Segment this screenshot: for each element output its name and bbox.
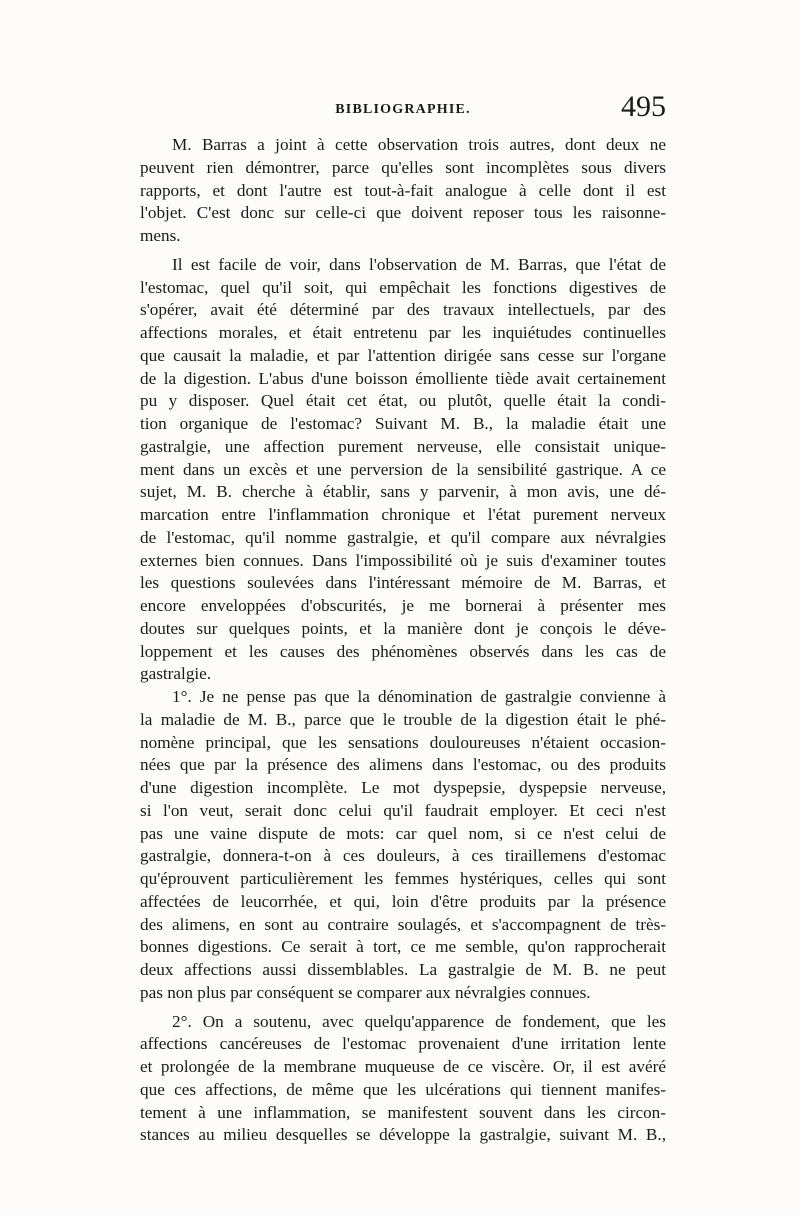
text-line: marcation entre l'inflammation chronique et l'état purement nerveux bbox=[140, 505, 666, 524]
text-line: peuvent rien démontrer, parce qu'elles sont incomplètes sous divers bbox=[140, 157, 666, 177]
text-line: doutes sur quelques points, et la manière dont je conçois le déve- bbox=[140, 618, 666, 638]
text-line: deux affections aussi dissemblables. La gastralgie de M. B. ne peut bbox=[140, 960, 666, 979]
text-line: les questions soulevées dans l'intéressant mémoire de M. Barras, et bbox=[140, 573, 666, 593]
body-text bbox=[140, 134, 666, 1147]
text-line: de la digestion. L'abus d'une boisson émolliente tiède avait certainement bbox=[140, 368, 666, 388]
text-line: stances au milieu desquelles se développe la gastralgie, suivant M. B., bbox=[140, 1125, 666, 1145]
text-line: et prolongée de la membrane muqueuse de ce viscère. Or, il est avéré bbox=[140, 1057, 666, 1076]
text-line: ment dans un excès et une perversion de la sensibilité gastrique. A ce bbox=[140, 459, 666, 479]
text-line: gastralgie. bbox=[140, 664, 212, 684]
page-number: 495 bbox=[621, 90, 666, 123]
text-line: encore enveloppées d'obscurités, je me bornerai à présenter mes bbox=[140, 596, 666, 615]
text-line: externes bien connues. Dans l'impossibilité où je suis d'examiner toutes bbox=[140, 550, 666, 570]
text-line: pas une vaine dispute de mots: car quel nom, si ce n'est celui de bbox=[140, 823, 666, 843]
text-line: M. Barras a joint à cette observation trois autres, dont deux ne bbox=[172, 135, 666, 154]
text-line: loppement et les causes des phénomènes observés dans les cas de bbox=[140, 641, 666, 661]
text-line: l'objet. C'est donc sur celle-ci que doivent reposer tous les raisonne- bbox=[140, 203, 666, 223]
text-line: bonnes digestions. Ce serait à tort, ce me semble, qu'on rapprocherait bbox=[140, 937, 666, 957]
text-line: des alimens, en sont au contraire soulagés, et s'accompagnent de très- bbox=[140, 914, 666, 934]
text-line: nées que par la présence des alimens dans l'estomac, ou des produits bbox=[140, 755, 666, 775]
text-line: que ces affections, de même que les ulcérations qui tiennent manifes- bbox=[140, 1079, 666, 1099]
running-head bbox=[140, 90, 666, 132]
text-line: tion organique de l'estomac? Suivant M. B., la maladie était une bbox=[140, 414, 666, 433]
text-line: nomène principal, que les sensations douloureuses n'étaient occasion- bbox=[140, 732, 666, 752]
text-line: que causait la maladie, et par l'attention dirigée sans cesse sur l'organe bbox=[140, 345, 666, 365]
text-line: 2°. On a soutenu, avec quelqu'apparence de fondement, que les bbox=[172, 1011, 666, 1031]
text-line: pas non plus par conséquent se comparer aux névralgies connues. bbox=[140, 982, 591, 1002]
text-line: 1°. Je ne pense pas que la dénomination de gastralgie convienne à bbox=[172, 687, 666, 706]
running-title: BIBLIOGRAPHIE. bbox=[335, 102, 471, 117]
text-line: pu y disposer. Quel était cet état, ou plutôt, quelle était la condi- bbox=[140, 391, 666, 411]
text-line: la maladie de M. B., parce que le trouble de la digestion était le phé- bbox=[140, 709, 666, 729]
text-line: rapports, et dont l'autre est tout-à-fait analogue à celle dont il est bbox=[140, 180, 666, 200]
text-line: de l'estomac, qu'il nomme gastralgie, et qu'il compare aux névralgies bbox=[140, 527, 666, 547]
text-line: s'opérer, avait été déterminé par des travaux intellectuels, par des bbox=[140, 300, 666, 320]
text-line: gastralgie, une affection purement nerveuse, elle consistait unique- bbox=[140, 436, 666, 456]
text-line: d'une digestion incomplète. Le mot dyspepsie, dyspepsie nerveuse, bbox=[140, 778, 666, 797]
text-line: sujet, M. B. cherche à établir, sans y parvenir, à mon avis, une dé- bbox=[140, 482, 666, 502]
text-line: l'estomac, quel qu'il soit, qui empêchait les fonctions digestives de bbox=[140, 277, 666, 297]
text-line: mens. bbox=[140, 226, 181, 245]
text-line: tement à une inflammation, se manifestent souvent dans les circon- bbox=[140, 1102, 666, 1122]
text-line: si l'on veut, serait donc celui qu'il faudrait employer. Et ceci n'est bbox=[140, 800, 666, 820]
text-line: affections morales, et était entretenu par les inquiétudes continuelles bbox=[140, 323, 666, 342]
text-line: affectées de leucorrhée, et qui, loin d'être produits par la présence bbox=[140, 891, 666, 911]
text-line: Il est facile de voir, dans l'observation de M. Barras, que l'état de bbox=[172, 254, 666, 274]
text-line: gastralgie, donnera-t-on à ces douleurs, à ces tiraillemens d'estomac bbox=[140, 846, 666, 866]
text-line: affections cancéreuses de l'estomac provenaient d'une irritation lente bbox=[140, 1034, 666, 1054]
text-line: qu'éprouvent particulièrement les femmes hystériques, celles qui sont bbox=[140, 869, 666, 888]
